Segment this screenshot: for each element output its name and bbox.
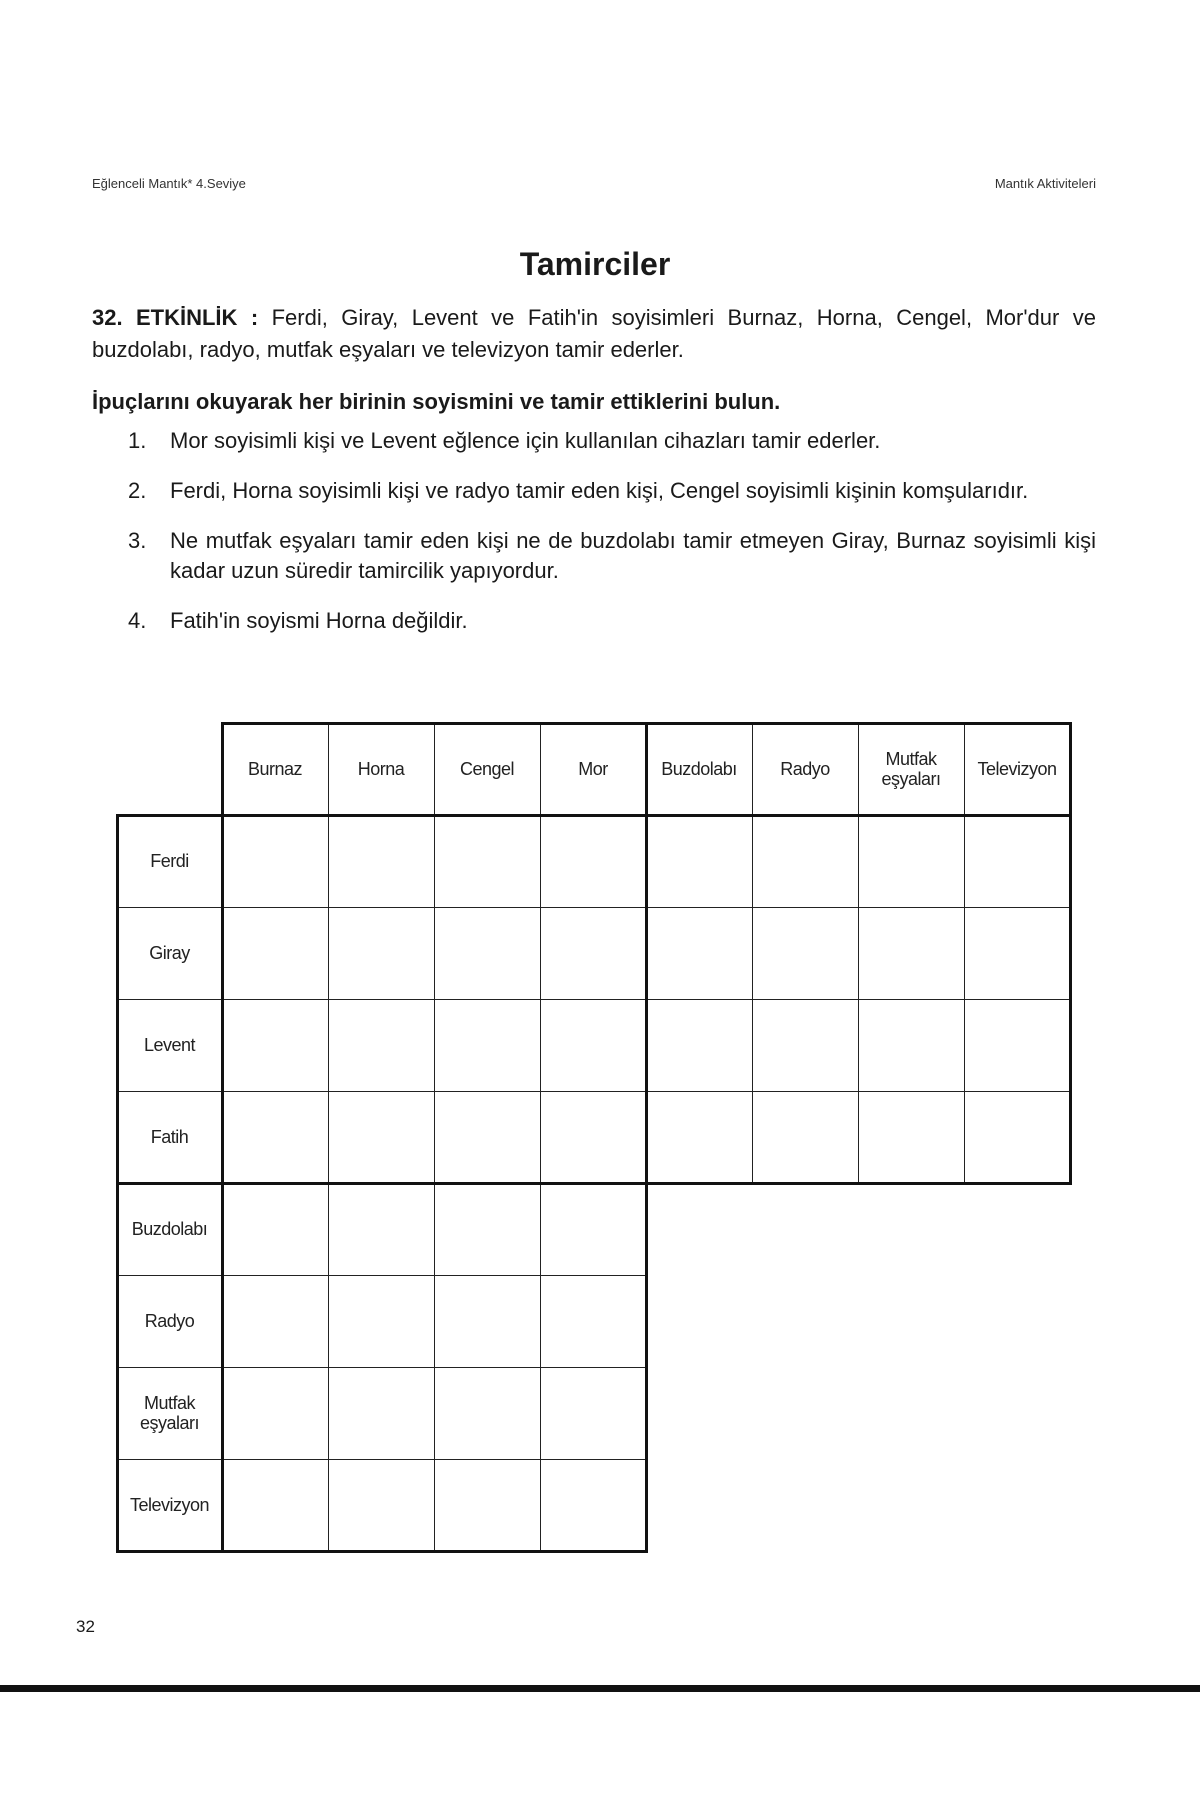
grid-cell[interactable]	[540, 1275, 647, 1368]
clue-item	[128, 426, 1096, 456]
grid-cell[interactable]	[328, 1367, 435, 1460]
clue-number: 4.	[128, 608, 147, 633]
column-header: Horna	[357, 759, 405, 779]
grid-cell[interactable]	[328, 1459, 435, 1552]
grid-cell[interactable]	[646, 999, 753, 1092]
grid-cell[interactable]	[752, 907, 859, 1000]
row-label-border	[117, 999, 223, 1092]
bottom-rule	[0, 1685, 1200, 1692]
page-title: Tamirciler	[519, 246, 671, 282]
header-cell-border	[328, 723, 435, 816]
grid-cell[interactable]	[434, 999, 541, 1092]
grid-cell[interactable]	[964, 999, 1071, 1092]
label-divider	[221, 814, 224, 1553]
clue-list	[128, 426, 1096, 656]
clue-number: 1.	[128, 428, 147, 453]
header-cell-border	[434, 723, 541, 816]
intro-paragraph	[92, 302, 1096, 366]
header-cell-border	[964, 723, 1071, 816]
grid-cell[interactable]	[964, 815, 1071, 908]
row-label-border	[117, 815, 223, 908]
row-label-border	[117, 1275, 223, 1368]
grid-cell[interactable]	[752, 1091, 859, 1184]
grid-cell[interactable]	[540, 1459, 647, 1552]
item-row-label: Radyo	[144, 1311, 195, 1331]
person-row-label: Levent	[143, 1035, 196, 1055]
grid-cell[interactable]	[540, 1367, 647, 1460]
column-header: Televizyon	[977, 759, 1057, 779]
item-row-label: Televizyon	[129, 1495, 210, 1515]
person-row-label: Fatih	[150, 1127, 189, 1147]
grid-cell[interactable]	[752, 815, 859, 908]
grid-cell[interactable]	[752, 999, 859, 1092]
grid-cell[interactable]	[858, 907, 965, 1000]
clue-text: Ne mutfak eşyaları tamir eden kişi ne de buzdolabı tamir etmeyen Giray, Burnaz soyisimli kişi kadar uzun süredir tamircilik yapıyordur.	[170, 528, 1096, 583]
grid-cell[interactable]	[222, 1183, 329, 1276]
column-header: Buzdolabı	[661, 759, 737, 779]
section-title: Mantık Aktiviteleri	[994, 176, 1096, 191]
grid-cell[interactable]	[222, 1367, 329, 1460]
activity-label: 32. ETKİNLİK :	[92, 305, 259, 330]
clue-text: Fatih'in soyismi Horna değildir.	[170, 608, 468, 633]
clue-item	[128, 476, 1096, 506]
item-row-label: Buzdolabı	[131, 1219, 208, 1239]
grid-cell[interactable]	[328, 999, 435, 1092]
grid-cell[interactable]	[222, 1275, 329, 1368]
grid-cell[interactable]	[646, 815, 753, 908]
person-row-label: Giray	[149, 943, 190, 963]
grid-cell[interactable]	[858, 999, 965, 1092]
grid-cell[interactable]	[328, 1275, 435, 1368]
clue-text: Mor soyisimli kişi ve Levent eğlence için kullanılan cihazları tamir ederler.	[170, 428, 881, 453]
row-label-border	[117, 907, 223, 1000]
grid-cell[interactable]	[540, 999, 647, 1092]
header-cell-border	[222, 723, 329, 816]
grid-cell[interactable]	[858, 1091, 965, 1184]
grid-cell[interactable]	[858, 815, 965, 908]
row-label-border	[117, 1367, 223, 1460]
grid-cell[interactable]	[328, 907, 435, 1000]
clue-number: 3.	[128, 528, 147, 553]
page-number: 32	[76, 1617, 95, 1636]
grid-cell[interactable]	[646, 1091, 753, 1184]
grid-cell[interactable]	[540, 1183, 647, 1276]
header-cell-border	[752, 723, 859, 816]
grid-cell[interactable]	[222, 1091, 329, 1184]
grid-cell[interactable]	[222, 907, 329, 1000]
grid-cell[interactable]	[434, 1183, 541, 1276]
grid-cell[interactable]	[964, 907, 1071, 1000]
grid-cell[interactable]	[646, 907, 753, 1000]
column-header: Burnaz	[247, 759, 303, 779]
grid-cell[interactable]	[540, 1091, 647, 1184]
row-label-border	[117, 1183, 223, 1276]
column-header: Mutfak eşyaları	[881, 749, 941, 789]
column-header: Cengel	[459, 759, 515, 779]
clue-item	[128, 606, 1096, 636]
header-cell-border	[858, 723, 965, 816]
grid-cell[interactable]	[222, 1459, 329, 1552]
grid-cell[interactable]	[328, 1091, 435, 1184]
header-cell-border	[540, 723, 647, 816]
grid-cell[interactable]	[434, 1275, 541, 1368]
intro-text: Ferdi, Giray, Levent ve Fatih'in soyisimleri Burnaz, Horna, Cengel, Mor'dur ve buzdolabı, radyo, mutfak eşyaları ve televizyon tamir ederler.	[92, 305, 1096, 362]
clue-text: Ferdi, Horna soyisimli kişi ve radyo tamir eden kişi, Cengel soyisimli kişinin komşularıdır.	[170, 478, 1029, 503]
instruction-text: İpuçlarını okuyarak her birinin soyismini ve tamir ettiklerini bulun.	[92, 389, 781, 414]
header-cell-border	[646, 723, 753, 816]
grid-cell[interactable]	[540, 815, 647, 908]
row-label-border	[117, 1459, 223, 1552]
book-title: Eğlenceli Mantık* 4.Seviye	[92, 176, 246, 191]
grid-cell[interactable]	[434, 1367, 541, 1460]
grid-cell[interactable]	[222, 999, 329, 1092]
row-label-border	[117, 1091, 223, 1184]
grid-cell[interactable]	[328, 1183, 435, 1276]
clue-number: 2.	[128, 478, 147, 503]
column-header: Mor	[578, 759, 608, 779]
person-row-label: Ferdi	[150, 851, 189, 871]
grid-cell[interactable]	[540, 907, 647, 1000]
grid-cell[interactable]	[434, 815, 541, 908]
grid-cell[interactable]	[434, 907, 541, 1000]
grid-cell[interactable]	[222, 815, 329, 908]
grid-cell[interactable]	[434, 1091, 541, 1184]
column-header: Radyo	[780, 759, 830, 779]
clue-item	[128, 526, 1096, 586]
grid-cell[interactable]	[434, 1459, 541, 1552]
grid-cell[interactable]	[964, 1091, 1071, 1184]
item-row-label: Mutfak eşyaları	[139, 1393, 200, 1433]
block-divider	[645, 722, 648, 1553]
grid-cell[interactable]	[328, 815, 435, 908]
